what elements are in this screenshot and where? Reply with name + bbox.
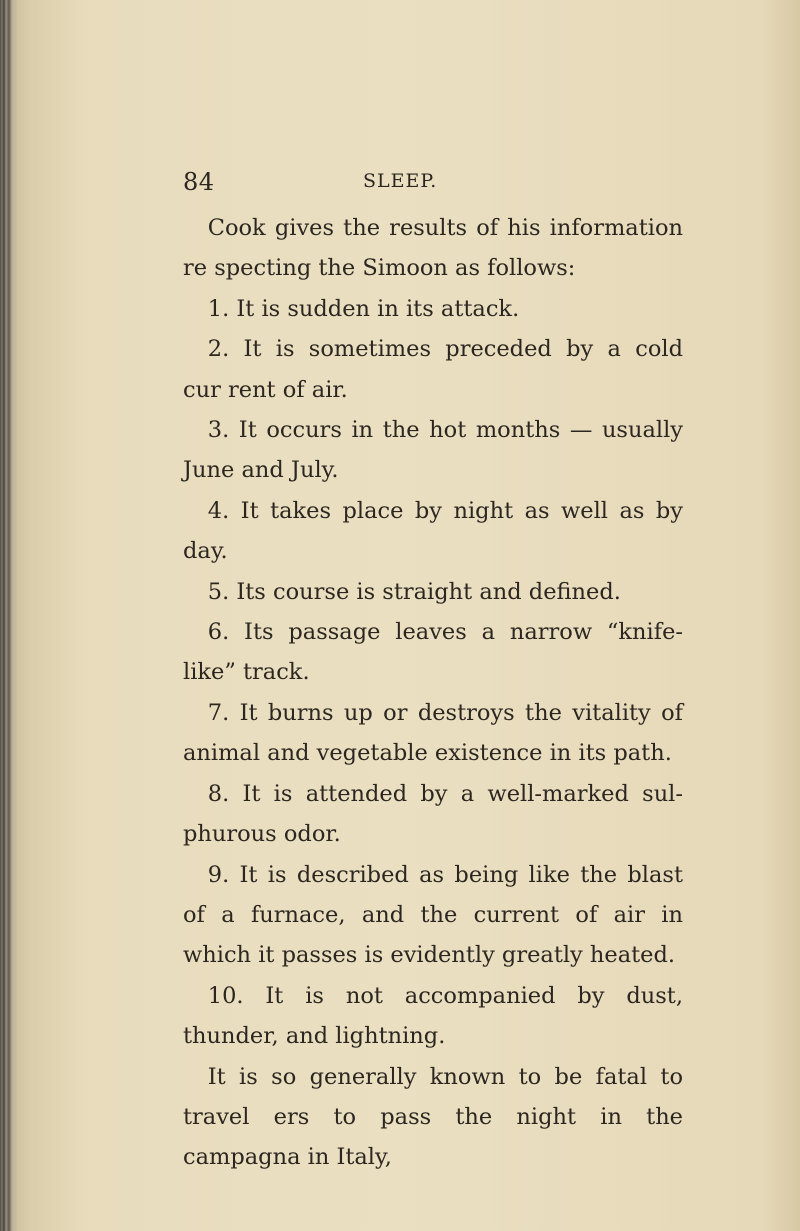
list-item-5: 5. Its course is straight and defined. xyxy=(207,578,621,605)
page-number: 84 xyxy=(183,168,215,196)
list-item-6: 6. Its passage leaves a narrow “knife-like” track. xyxy=(183,619,683,686)
intro-paragraph: Cook gives the results of his information re specting the Simoon as follows: xyxy=(183,215,683,282)
body-text xyxy=(183,208,683,1178)
list-item-4: 4. It takes place by night as well as by day. xyxy=(183,497,683,565)
list-item-10: 10. It is not accompanied by dust, thunder, and lightning. xyxy=(183,982,683,1050)
list-item-8: 8. It is attended by a well-marked sul phurous odor. xyxy=(183,780,683,848)
closing-paragraph: It is so generally known to be fatal to travel ers to pass the night in the campagna in Italy, xyxy=(183,1063,683,1171)
page-header xyxy=(183,168,703,200)
list-item-2: 2. It is sometimes preceded by a cold cur rent of air. xyxy=(183,336,683,403)
list-item-1: 1. It is sudden in its attack. xyxy=(207,295,520,322)
book-spine-edge xyxy=(0,0,34,1231)
list-item-3: 3. It occurs in the hot months — usually June and July. xyxy=(183,417,683,484)
list-item-7: 7. It burns up or destroys the vitality of animal and vegetable existence in its path. xyxy=(183,699,683,767)
list-item-9: 9. It is described as being like the blast of a furnace, and the current of air in which it passes is evidently greatly heated. xyxy=(183,861,683,969)
running-head: SLEEP. xyxy=(363,170,438,192)
